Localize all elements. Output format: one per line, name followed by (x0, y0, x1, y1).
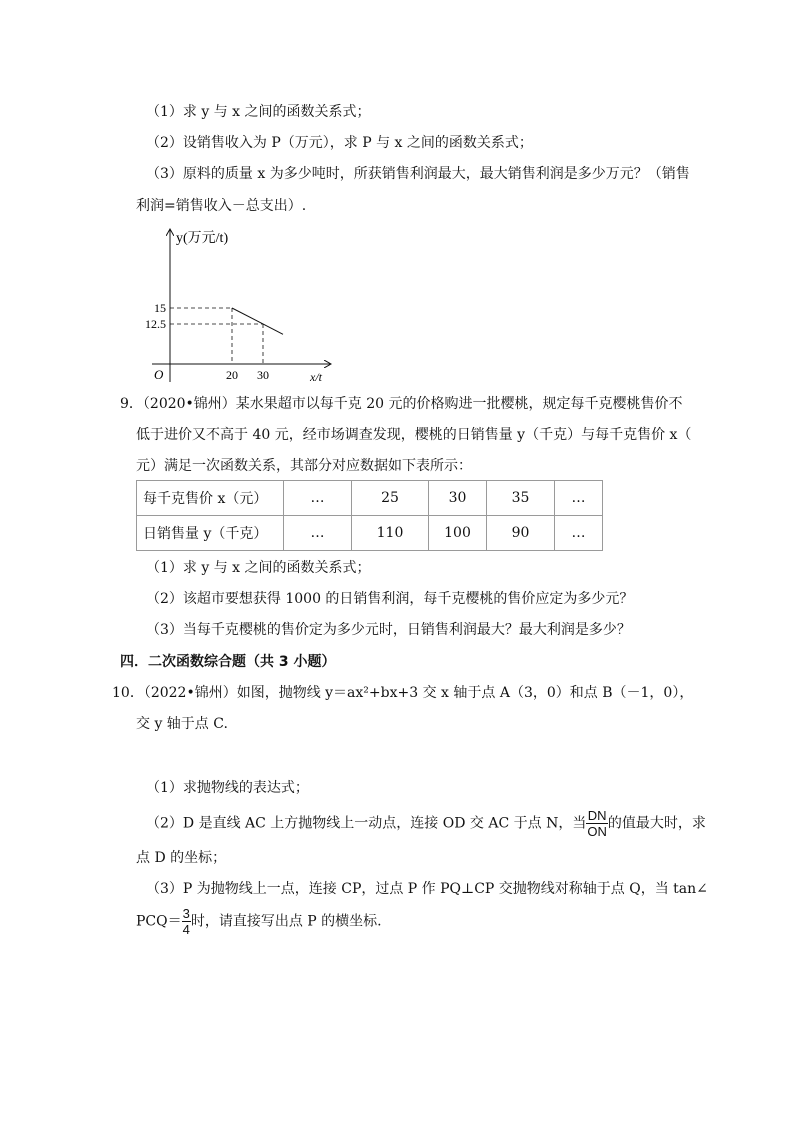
table-cell: 100 (429, 516, 487, 551)
table-row (137, 481, 603, 516)
fraction-numerator: DN (587, 808, 607, 823)
table-cell: … (555, 481, 603, 516)
q8-part2: （2）设销售收入为 P（万元），求 P 与 x 之间的函数关系式； (146, 135, 533, 151)
table-cell: 35 (487, 481, 555, 516)
q9-line1: 9．（2020•锦州）某水果超市以每千克 20 元的价格购进一批樱桃，规定每千克樱桃售价不 (120, 396, 683, 412)
x-axis-label: x/t (310, 370, 322, 384)
table-cell: … (284, 516, 352, 551)
table-row (137, 516, 603, 551)
table-cell: … (555, 516, 603, 551)
q9-line2: 低于进价又不高于 40 元，经市场调查发现，樱桃的日销售量 y（千克）与每千克售价 x（ (136, 427, 692, 443)
fraction-numerator: 3 (182, 906, 190, 921)
q8-part3-line1: （3）原料的质量 x 为多少吨时，所获销售利润最大，最大销售利润是多少万元？（销售 (146, 166, 690, 182)
q9-part1: （1）求 y 与 x 之间的函数关系式； (146, 560, 371, 576)
origin-label: O (154, 367, 164, 382)
row1-label: 每千克售价 x（元） (137, 481, 284, 516)
table-cell: 110 (352, 516, 429, 551)
q10-part2-pre: （2）D 是直线 AC 上方抛物线上一动点，连接 OD 交 AC 于点 N，当 (146, 815, 587, 832)
data-line (232, 308, 283, 334)
q10-part3-line1: （3）P 为抛物线上一点，连接 CP，过点 P 作 PQ⊥CP 交抛物线对称轴于点 Q，当 tan∠ (146, 881, 708, 897)
q10-part3-post: 时，请直接写出点 P 的横坐标. (190, 913, 382, 930)
q8-part3-line2: 利润=销售收入－总支出）. (136, 198, 307, 214)
q10-part2-line1 (146, 808, 706, 839)
table-cell: … (284, 481, 352, 516)
fraction-denominator: ON (587, 824, 607, 839)
table-cell: 30 (429, 481, 487, 516)
q10-part3-line2 (136, 906, 382, 937)
q10-part2-line2: 点 D 的坐标； (136, 850, 227, 866)
q10-part3-pre: PCQ＝ (136, 913, 182, 930)
table-cell: 25 (352, 481, 429, 516)
q9-part2: （2）该超市要想获得 1000 的日销售利润，每千克樱桃的售价应定为多少元？ (146, 591, 634, 607)
row2-label: 日销售量 y（千克） (137, 516, 284, 551)
x-tick-20: 20 (226, 368, 238, 382)
q10-line2: 交 y 轴于点 C. (136, 716, 228, 732)
x-tick-30: 30 (257, 368, 269, 382)
three-quarters-fraction (182, 906, 191, 937)
q9-data-table (136, 480, 603, 551)
q10-part1: （1）求抛物线的表达式； (146, 780, 309, 796)
q9-line3: 元）满足一次函数关系，其部分对应数据如下表所示： (136, 458, 472, 474)
table-cell: 90 (487, 516, 555, 551)
y-tick-15: 15 (154, 301, 166, 315)
q9-part3: （3）当每千克樱桃的售价定为多少元时，日销售利润最大？最大利润是多少？ (146, 622, 631, 638)
q10-part2-post: 的值最大时，求 (607, 815, 706, 832)
y-axis-label: y(万元/t) (176, 231, 229, 246)
dn-over-on-fraction (586, 808, 608, 839)
section-heading: 四．二次函数综合题（共 3 小题） (120, 654, 336, 670)
q10-line1: 10．（2022•锦州）如图，抛物线 y＝ax²+bx+3 交 x 轴于点 A（3，0）和点 B（－1，0）， (112, 685, 694, 701)
fraction-denominator: 4 (182, 922, 190, 937)
y-tick-12-5: 12.5 (145, 317, 166, 331)
q8-part1: （1）求 y 与 x 之间的函数关系式； (146, 104, 371, 120)
price-graph (140, 224, 340, 384)
